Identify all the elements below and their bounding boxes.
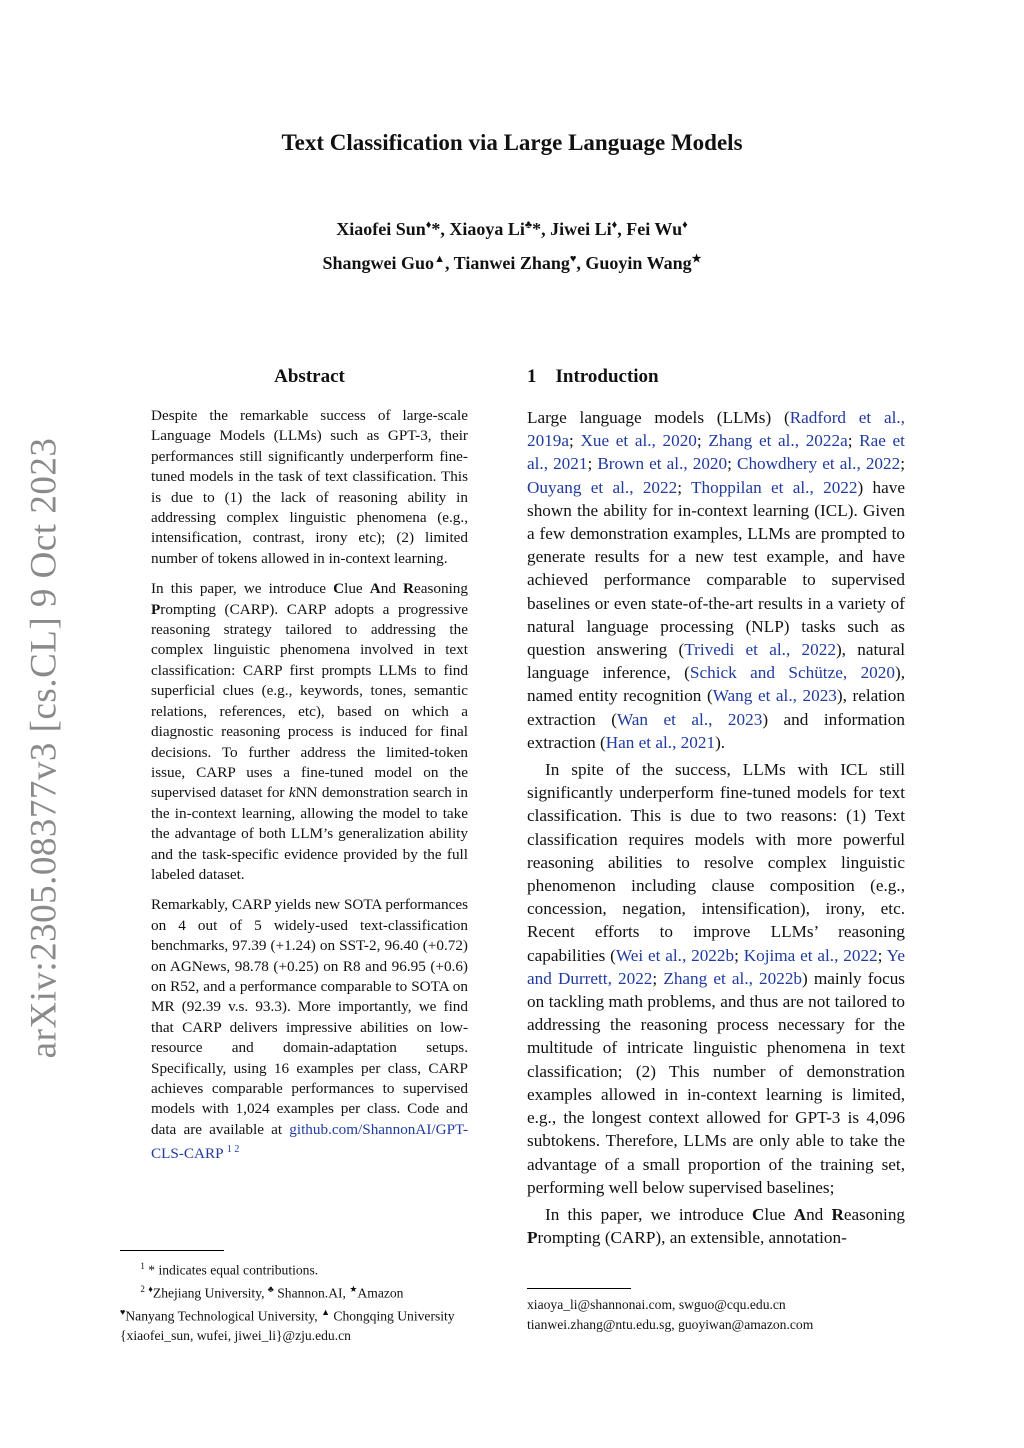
- footnote-emails-right-2: tianwei.zhang@ntu.edu.sg, guoyiwan@amazon.com: [527, 1316, 814, 1332]
- citation-link[interactable]: Chowdhery et al., 2022: [736, 454, 901, 474]
- footnote-emails-right-1: xiaoya_li@shannonai.com, swguo@cqu.edu.cn: [527, 1297, 786, 1312]
- abstract-column: [151, 366, 468, 1175]
- author-line-2: Shangwei Guo▲, Tianwei Zhang♥, Guoyin Wang★: [322, 253, 702, 273]
- affiliation-mark: ▲: [434, 253, 445, 265]
- affiliation-mark: ★: [691, 253, 702, 265]
- footnotes-left: [120, 1250, 520, 1346]
- author-name: Xiaoya Li: [449, 219, 525, 239]
- citation-link[interactable]: Brown et al., 2020: [597, 454, 728, 474]
- affiliation-mark: ♦: [425, 219, 432, 231]
- citation-link[interactable]: Rae et al., 2021: [527, 431, 905, 474]
- author-name: Guoyin Wang: [585, 253, 692, 273]
- citation-link[interactable]: Xue et al., 2020: [580, 431, 697, 451]
- citation-link[interactable]: Trivedi et al., 2022: [684, 640, 836, 660]
- citation-link[interactable]: Zhang et al., 2022b: [663, 968, 803, 988]
- citation-link[interactable]: Ye and Durrett, 2022: [527, 945, 905, 988]
- footnote-divider: [527, 1288, 631, 1289]
- citation-link[interactable]: Wan et al., 2023: [616, 709, 763, 729]
- citation-link[interactable]: Zhang et al., 2022a: [708, 431, 848, 451]
- footnote-2-cont: ♥Nanyang Technological University, ▲ Chongqing University: [120, 1307, 455, 1324]
- arxiv-sidebar-stamp: arXiv:2305.08377v3 [cs.CL] 9 Oct 2023: [23, 437, 65, 1059]
- author-name: Xiaofei Sun: [336, 219, 426, 239]
- affiliation-mark: ♦: [611, 219, 618, 231]
- footnote-emails-left: {xiaofei_sun, wufei, jiwei_li}@zju.edu.cn: [120, 1328, 351, 1344]
- intro-paragraph-1: Large language models (LLMs) (Radford et al., 2019a; Xue et al., 2020; Zhang et al., 2022a; Rae et al., 2021; Brown et al., 2020; Chowdhery et al., 2022; Ouyang et al., 2022; Thoppilan et al., 2022) have shown the ability for in-context learning (ICL). Given a few demonstration examples, LLMs are prompted to generate results for a new test example, and have achieved performance comparable to supervised baselines or even state-of-the-art results in a variety of natural language processing (NLP) tasks such as question answering (Trivedi et al., 2022), natural language inference, (Schick and Schütze, 2020), named entity recognition (Wang et al., 2023), relation extraction (Wan et al., 2023) and information extraction (Han et al., 2021).: [527, 408, 905, 752]
- citation-link[interactable]: Wei et al., 2022b: [615, 945, 735, 965]
- paper-title: Text Classification via Large Language Models: [281, 130, 743, 155]
- affiliation-mark: ♦: [682, 219, 688, 231]
- author-name: Fei Wu: [626, 219, 683, 239]
- author-line-1: Xiaofei Sun♦*, Xiaoya Li♣*, Jiwei Li♦, Fei Wu♦: [336, 219, 688, 239]
- footnote-2: $^2$ ♦Zhejiang University, ♣ Shannon.AI, ★Amazon: [140, 1284, 404, 1301]
- footnotes-right: [527, 1288, 927, 1334]
- abstract-paragraph-1: Despite the remarkable success of large-scale Language Models (LLMs) such as GPT-3, their performances still significantly underperform fine-tuned models in the task of text classification. This is due to (1) the lack of reasoning ability in addressing complex linguistic phenomena (e.g., intensification, contrast, irony etc); (2) limited number of tokens allowed in in-context learning.: [151, 407, 468, 567]
- introduction-heading: 1 Introduction: [527, 366, 659, 387]
- footnote-divider: [120, 1250, 224, 1251]
- code-link[interactable]: github.com/ShannonAI/GPT-CLS-CARP: [151, 1120, 468, 1163]
- citation-link[interactable]: Thoppilan et al., 2022: [691, 477, 858, 497]
- affiliation-mark: ♣: [524, 219, 533, 231]
- footnote-marks[interactable]: 1 2: [226, 1144, 240, 1156]
- author-list: [0, 210, 1024, 278]
- abstract-paragraph-2: In this paper, we introduce Clue And Reasoning Prompting (CARP). CARP adopts a progressive reasoning strategy tailored to addressing the complex linguistic phenomena involved in text classification: CARP first prompts LLMs to find superficial clues (e.g., keywords, tones, semantic relations, references, etc), based on which a diagnostic reasoning process is induced for final decisions. To further address the limited-token issue, CARP uses a fine-tuned model on the supervised dataset for kNN demonstration search in the in-context learning, allowing the model to take the advantage of both LLM’s generalization ability and the task-specific evidence provided by the full labeled dataset.: [151, 580, 468, 883]
- author-name: Jiwei Li: [550, 219, 612, 239]
- author-name: Tianwei Zhang: [453, 253, 570, 273]
- introduction-column: [527, 366, 905, 1251]
- citation-link[interactable]: Radford et al., 2019a: [527, 408, 905, 451]
- footnote-1: $^1$ * indicates equal contributions.: [140, 1261, 319, 1278]
- citation-link[interactable]: Kojima et al., 2022: [743, 945, 878, 965]
- intro-paragraph-3: In this paper, we introduce Clue And Reasoning Prompting (CARP), an extensible, annotation-: [527, 1204, 906, 1248]
- author-name: Shangwei Guo: [322, 253, 435, 273]
- citation-link[interactable]: Ouyang et al., 2022: [527, 477, 678, 497]
- intro-paragraph-2: In spite of the success, LLMs with ICL still significantly underperform fine-tuned models for text classification. This is due to two reasons: (1) Text classification requires models with more powerful reasoning abilities to resolve complex linguistic phenomenon including clause composition (e.g., concession, negation, intensification), irony, etc. Recent efforts to improve LLMs’ reasoning capabilities (Wei et al., 2022b; Kojima et al., 2022; Ye and Durrett, 2022; Zhang et al., 2022b) mainly focus on tackling math problems, and thus are not tailored to addressing the reasoning process necessary for the multitude of intricate linguistic phenomena in text classification; (2) This number of demonstration examples allowed in in-context learning is limited, e.g., the longest context allowed for GPT-3 is 4,096 subtokens. Therefore, LLMs are only able to take the advantage of a small proportion of the training set, performing well below supervised baselines;: [527, 760, 905, 1197]
- citation-link[interactable]: Han et al., 2021: [605, 732, 716, 752]
- affiliation-mark: ♥: [569, 253, 577, 265]
- abstract-heading: Abstract: [274, 366, 345, 387]
- abstract-paragraph-3: Remarkably, CARP yields new SOTA performances on 4 out of 5 widely-used text-classification benchmarks, 97.39 (+1.24) on SST-2, 96.40 (+0.72) on AGNews, 98.78 (+0.25) on R8 and 96.95 (+0.6) on R52, and a performance comparable to SOTA on MR (92.39 v.s. 93.3). More importantly, we find that CARP delivers impressive abilities on low-resource and domain-adaptation setups. Specifically, using 16 examples per class, CARP achieves comparable performances to supervised models with 1,024 examples per class. Code and data are available at github.com/ShannonAI/GPT-CLS-CARP $^{1 2}$: [151, 896, 468, 1163]
- citation-link[interactable]: Wang et al., 2023: [712, 686, 837, 706]
- citation-link[interactable]: Schick and Schütze, 2020: [689, 663, 895, 683]
